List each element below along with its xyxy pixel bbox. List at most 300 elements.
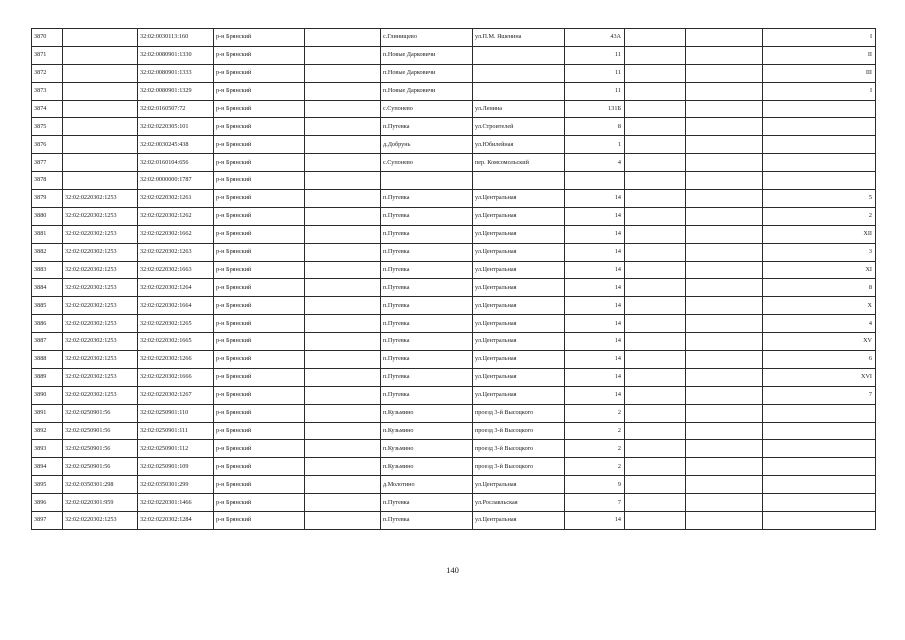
table-cell [305,136,381,154]
table-cell: 32:02:0250901:56 [63,404,138,422]
table-cell: 3876 [32,136,63,154]
table-cell: 3888 [32,351,63,369]
table-cell: п.Кузьмино [381,404,473,422]
table-cell: р-н Брянский [214,404,305,422]
table-cell: 32:02:0220302:1253 [63,333,138,351]
table-cell: р-н Брянский [214,333,305,351]
table-cell: р-н Брянский [214,100,305,118]
table-cell: 14 [565,243,625,261]
table-cell: р-н Брянский [214,494,305,512]
table-row [32,100,876,118]
table-cell [686,64,763,82]
table-cell [763,422,876,440]
table-cell: XI [763,261,876,279]
table-row [32,154,876,172]
table-cell: 32:02:0220302:1253 [63,351,138,369]
table-cell: п.Путевка [381,243,473,261]
table-cell: ул.Центральная [473,368,565,386]
table-cell [625,46,686,64]
table-cell: р-н Брянский [214,190,305,208]
table-cell: 14 [565,512,625,530]
table-cell [305,351,381,369]
table-cell: 32:02:0350301:299 [138,476,214,494]
table-cell: 14 [565,333,625,351]
table-cell: р-н Брянский [214,386,305,404]
table-cell [305,29,381,47]
table-cell: р-н Брянский [214,172,305,190]
table-cell [686,512,763,530]
table-cell [625,297,686,315]
table-cell: 14 [565,207,625,225]
table-cell: 32:02:0220301:959 [63,494,138,512]
table-cell: 3885 [32,297,63,315]
table-cell: ул.Центральная [473,512,565,530]
table-cell: 3887 [32,333,63,351]
table-cell: 32:02:0220302:1266 [138,351,214,369]
table-cell: 32:02:0220302:1664 [138,297,214,315]
table-cell: 14 [565,190,625,208]
table-cell [625,118,686,136]
table-cell [686,297,763,315]
table-cell [625,207,686,225]
table-row [32,494,876,512]
table-cell: р-н Брянский [214,261,305,279]
table-cell: 32:02:0080901:1329 [138,82,214,100]
table-cell: X [763,297,876,315]
table-cell: р-н Брянский [214,64,305,82]
table-cell [625,172,686,190]
table-cell: 32:02:0160104:656 [138,154,214,172]
table-cell: ул.Центральная [473,476,565,494]
table-cell: п.Путевка [381,512,473,530]
table-cell [625,225,686,243]
table-cell: ул.Центральная [473,386,565,404]
table-cell: п.Кузьмино [381,458,473,476]
table-cell [305,207,381,225]
table-cell: 32:02:0250901:110 [138,404,214,422]
table-cell [686,100,763,118]
table-cell: 14 [565,386,625,404]
table-cell: 14 [565,368,625,386]
table-cell [381,172,473,190]
table-cell: 3873 [32,82,63,100]
table-cell [305,458,381,476]
table-row [32,386,876,404]
table-cell: 3875 [32,118,63,136]
table-cell [686,136,763,154]
table-cell: 2 [565,440,625,458]
table-cell: 32:02:0220302:1262 [138,207,214,225]
table-cell: р-н Брянский [214,207,305,225]
table-cell: 32:02:0220302:1253 [63,368,138,386]
table-cell [625,368,686,386]
table-cell [686,190,763,208]
table-cell: 3872 [32,64,63,82]
table-cell: 3880 [32,207,63,225]
table-cell: 3895 [32,476,63,494]
table-cell [763,494,876,512]
table-cell: п.Путевка [381,279,473,297]
table-cell: 3892 [32,422,63,440]
table-cell [625,458,686,476]
table-cell: 3889 [32,368,63,386]
table-cell [763,118,876,136]
table-cell: п.Новые Дарковичи [381,82,473,100]
table-row [32,351,876,369]
table-cell [565,172,625,190]
table-cell: п.Путевка [381,368,473,386]
table-cell: 32:02:0080901:1330 [138,46,214,64]
table-cell: ул.Центральная [473,261,565,279]
table-cell [305,154,381,172]
table-cell: 32:02:0220301:1466 [138,494,214,512]
table-cell [686,82,763,100]
table-cell: 3 [763,243,876,261]
table-cell: п.Путевка [381,207,473,225]
table-cell [686,494,763,512]
page-number: 140 [446,565,459,575]
table-cell [473,64,565,82]
table-cell: ул.Центральная [473,279,565,297]
table-row [32,422,876,440]
table-cell: проезд 3-й Высоцкого [473,422,565,440]
table-cell [305,297,381,315]
table-cell: п.Новые Дарковичи [381,46,473,64]
table-row [32,243,876,261]
table-cell [763,100,876,118]
table-cell [63,46,138,64]
table-cell: 32:02:0160507:72 [138,100,214,118]
table-cell [686,368,763,386]
table-cell: 32:02:0080901:1333 [138,64,214,82]
table-cell [686,422,763,440]
table-cell: 4 [565,154,625,172]
table-cell [686,458,763,476]
table-cell: проезд 3-й Высоцкого [473,404,565,422]
table-cell [625,386,686,404]
table-cell [625,154,686,172]
table-cell [625,494,686,512]
table-cell [305,82,381,100]
table-cell: 32:02:0220302:1261 [138,190,214,208]
table-cell: 32:02:0220305:101 [138,118,214,136]
table-cell: р-н Брянский [214,82,305,100]
table-cell: II [763,46,876,64]
table-cell: ул.Центральная [473,333,565,351]
table-cell: 9 [565,476,625,494]
table-cell: 5 [763,190,876,208]
table-cell [305,243,381,261]
table-cell [625,279,686,297]
table-cell: п.Кузьмино [381,440,473,458]
table-cell: 3897 [32,512,63,530]
table-cell: 2 [565,422,625,440]
table-cell: ул.Центральная [473,297,565,315]
table-cell: 6 [763,351,876,369]
table-cell [305,225,381,243]
table-cell: ул.Центральная [473,315,565,333]
table-cell [305,279,381,297]
table-cell [305,386,381,404]
table-row [32,29,876,47]
table-cell [63,118,138,136]
table-cell: 32:02:0250901:56 [63,440,138,458]
table-cell: п.Путевка [381,333,473,351]
table-cell [63,29,138,47]
table-cell: 32:02:0220302:1253 [63,297,138,315]
table-cell [686,476,763,494]
table-cell [63,154,138,172]
table-cell [305,440,381,458]
table-cell: ул.П.М. Яшенина [473,29,565,47]
table-cell [625,243,686,261]
table-cell: I [763,82,876,100]
table-cell: р-н Брянский [214,458,305,476]
table-cell [625,440,686,458]
table-cell: 3894 [32,458,63,476]
table-row [32,261,876,279]
table-cell: 14 [565,279,625,297]
table-cell: 3881 [32,225,63,243]
table-row [32,297,876,315]
table-cell: р-н Брянский [214,136,305,154]
table-cell [625,315,686,333]
table-cell [686,279,763,297]
table-cell [305,100,381,118]
registry-table [31,28,876,530]
table-cell: III [763,64,876,82]
table-cell: ул.Юбилейная [473,136,565,154]
table-cell: п.Кузьмино [381,422,473,440]
table-cell: 3871 [32,46,63,64]
table-row [32,279,876,297]
table-cell: п.Путевка [381,261,473,279]
table-cell: 32:02:0220302:1253 [63,315,138,333]
table-cell: проезд 3-й Высоцкого [473,458,565,476]
table-cell: 1 [565,136,625,154]
table-cell [305,494,381,512]
table-cell: 32:02:0250901:111 [138,422,214,440]
table-row [32,64,876,82]
table-cell [625,512,686,530]
table-cell: ул.Строителей [473,118,565,136]
table-cell: 7 [565,494,625,512]
table-cell [686,46,763,64]
table-row [32,458,876,476]
table-row [32,476,876,494]
table-cell: ул.Ленина [473,100,565,118]
table-row [32,315,876,333]
table-cell [686,29,763,47]
table-row [32,440,876,458]
table-cell: р-н Брянский [214,512,305,530]
table-cell: 8 [565,118,625,136]
table-cell [625,190,686,208]
table-cell [625,100,686,118]
table-cell [686,207,763,225]
table-cell: р-н Брянский [214,118,305,136]
table-cell [625,64,686,82]
table-cell: р-н Брянский [214,46,305,64]
table-row [32,512,876,530]
table-cell [625,422,686,440]
table-cell [305,46,381,64]
table-cell [686,118,763,136]
table-cell: 32:02:0220302:1253 [63,512,138,530]
table-cell: I [763,29,876,47]
table-cell: 32:02:0250901:112 [138,440,214,458]
table-cell: 14 [565,297,625,315]
table-cell: с.Глинищево [381,29,473,47]
table-cell: ул.Центральная [473,207,565,225]
table-cell [63,172,138,190]
table-cell [305,422,381,440]
table-cell: п.Путевка [381,315,473,333]
table-cell: 14 [565,351,625,369]
table-cell: 3886 [32,315,63,333]
table-cell: с.Супонево [381,154,473,172]
table-cell: р-н Брянский [214,422,305,440]
table-cell [763,404,876,422]
table-cell [305,368,381,386]
table-cell [686,333,763,351]
table-cell [763,136,876,154]
table-cell: 32:02:0220302:1253 [63,386,138,404]
table-cell: 32:02:0220302:1666 [138,368,214,386]
table-cell [763,154,876,172]
table-cell [625,82,686,100]
table-cell: 3890 [32,386,63,404]
table-cell: проезд 3-й Высоцкого [473,440,565,458]
table-cell: р-н Брянский [214,225,305,243]
table-cell [686,315,763,333]
table-row [32,82,876,100]
table-cell: р-н Брянский [214,154,305,172]
table-cell: 32:02:0220302:1253 [63,225,138,243]
table-cell: 11 [565,46,625,64]
table-cell: 7 [763,386,876,404]
table-cell [473,46,565,64]
table-cell: п.Путевка [381,297,473,315]
table-cell [686,172,763,190]
table-cell [763,172,876,190]
table-cell [625,333,686,351]
table-cell [763,458,876,476]
table-cell [305,404,381,422]
table-cell: р-н Брянский [214,315,305,333]
table-row [32,404,876,422]
table-cell: 32:02:0220302:1284 [138,512,214,530]
table-cell [63,64,138,82]
table-row [32,136,876,154]
table-cell [473,82,565,100]
table-cell [686,243,763,261]
table-cell [763,512,876,530]
table-cell [625,261,686,279]
table-cell: 32:02:0220302:1662 [138,225,214,243]
table-cell [686,404,763,422]
table-cell [305,512,381,530]
table-cell: XV [763,333,876,351]
table-cell: п.Путевка [381,386,473,404]
table-cell: р-н Брянский [214,297,305,315]
table-cell [305,261,381,279]
table-cell: ул.Центральная [473,351,565,369]
table-cell: 32:02:0250901:56 [63,422,138,440]
table-cell: 3879 [32,190,63,208]
table-cell [686,351,763,369]
table-cell: ул.Центральная [473,190,565,208]
table-cell: п.Путевка [381,225,473,243]
table-cell: с.Супонево [381,100,473,118]
table-cell: р-н Брянский [214,351,305,369]
table-cell [763,476,876,494]
table-cell: 11 [565,82,625,100]
table-cell [305,190,381,208]
table-cell: 3877 [32,154,63,172]
table-row [32,333,876,351]
table-cell [686,386,763,404]
table-cell [473,172,565,190]
table-cell: п.Путевка [381,351,473,369]
table-cell: д.Добрунь [381,136,473,154]
table-row [32,368,876,386]
table-cell: ул.Центральная [473,243,565,261]
table-row [32,207,876,225]
table-cell [625,136,686,154]
table-cell: 3883 [32,261,63,279]
table-cell: п.Путевка [381,190,473,208]
table-cell [305,118,381,136]
table-cell: 32:02:0220302:1264 [138,279,214,297]
table-cell: р-н Брянский [214,279,305,297]
table-cell: 32:02:0000000:1787 [138,172,214,190]
registry-table-body [32,29,876,530]
table-cell: п.Путевка [381,494,473,512]
table-cell: 32:02:0220302:1253 [63,261,138,279]
table-cell: 32:02:0220302:1265 [138,315,214,333]
table-cell: 3882 [32,243,63,261]
table-cell [305,64,381,82]
table-cell: 11 [565,64,625,82]
table-cell: пер. Комсомольский [473,154,565,172]
table-cell: 3874 [32,100,63,118]
table-cell [686,261,763,279]
table-cell [305,333,381,351]
table-cell: р-н Брянский [214,29,305,47]
table-cell: п.Новые Дарковичи [381,64,473,82]
table-cell: р-н Брянский [214,243,305,261]
table-cell: р-н Брянский [214,368,305,386]
table-cell: 3878 [32,172,63,190]
table-cell: 32:02:0220302:1263 [138,243,214,261]
table-cell: 32:02:0220302:1253 [63,207,138,225]
table-cell: 43А [565,29,625,47]
table-cell: ул.Центральная [473,225,565,243]
table-cell: 32:02:0250901:56 [63,458,138,476]
table-cell [305,172,381,190]
table-cell: XVI [763,368,876,386]
table-row [32,172,876,190]
table-cell: 14 [565,261,625,279]
table-cell: 8 [763,279,876,297]
table-cell: п.Путевка [381,118,473,136]
table-cell: XII [763,225,876,243]
table-cell [305,315,381,333]
table-cell: 2 [565,458,625,476]
table-cell [63,100,138,118]
table-cell [63,82,138,100]
